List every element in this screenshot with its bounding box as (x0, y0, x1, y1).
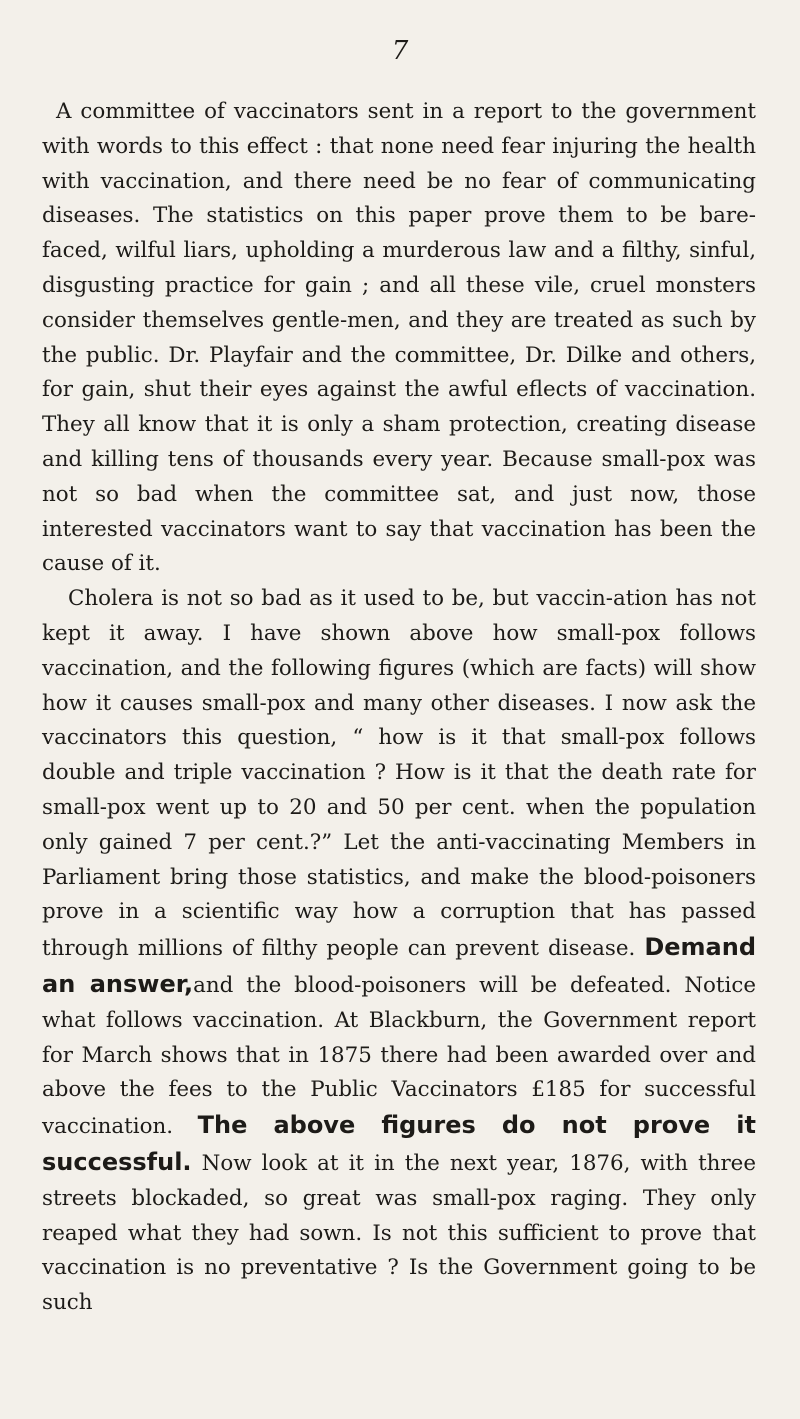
emphasis-figures-claim: The above figures do not prove it successful. (42, 1111, 757, 1176)
body-text (42, 95, 756, 1321)
paragraph-2-text-3: Now look at it in the next year, 1876, with three streets blockaded, so great was small-pox raging. They only reaped what they had sown. Is not this sufficient to prove that vaccination is no preventative ? Is the Government going to be such (42, 1150, 756, 1316)
paragraph-2 (42, 582, 756, 1321)
paragraph-2-text-2: and the blood-poisoners will be defeated. Notice what follows vaccination. At Blackburn, the Government report for March shows that in 1875 there had been awarded over and above the fees to the Public Vaccinators £185 for successful vaccination. (42, 972, 757, 1140)
paragraph-2-text-1: Cholera is not so bad as it used to be, but vaccin-ation has not kept it away. I have shown above how small-pox follows vaccination, and the following figures (which are facts) will show how it causes small-pox and many other diseases. I now ask the vaccinators this question, “ how is it that small-pox follows double and triple vaccination ? How is it that the death rate for small-pox went up to 20 and 50 per cent. when the population only gained 7 per cent.?” Let the anti-vaccinating Members in Parliament bring those statistics, and make the blood-poisoners prove in a scientific way how a corruption that has passed through millions of filthy people can prevent disease. (42, 586, 756, 962)
paragraph-1: A committee of vaccinators sent in a report to the government with words to this effect : that none need fear injuring the health with vaccination, and there need be no fear of communicating diseases. The statistics on this paper prove them to be bare-faced, wilful liars, upholding a murderous law and a filthy, sinful, disgusting practice for gain ; and all these vile, cruel monsters consider themselves gentle-men, and they are treated as such by the public. Dr. Playfair and the committee, Dr. Dilke and others, for gain, shut their eyes against the awful eflects of vaccination. They all know that it is only a sham protection, creating disease and killing tens of thousands every year. Because small-pox was not so bad when the committee sat, and just now, those interested vaccinators want to say that vaccination has been the cause of it. (42, 99, 756, 577)
page-number: 7 (391, 36, 409, 66)
emphasis-demand-answer: Demand an answer, (42, 933, 756, 998)
